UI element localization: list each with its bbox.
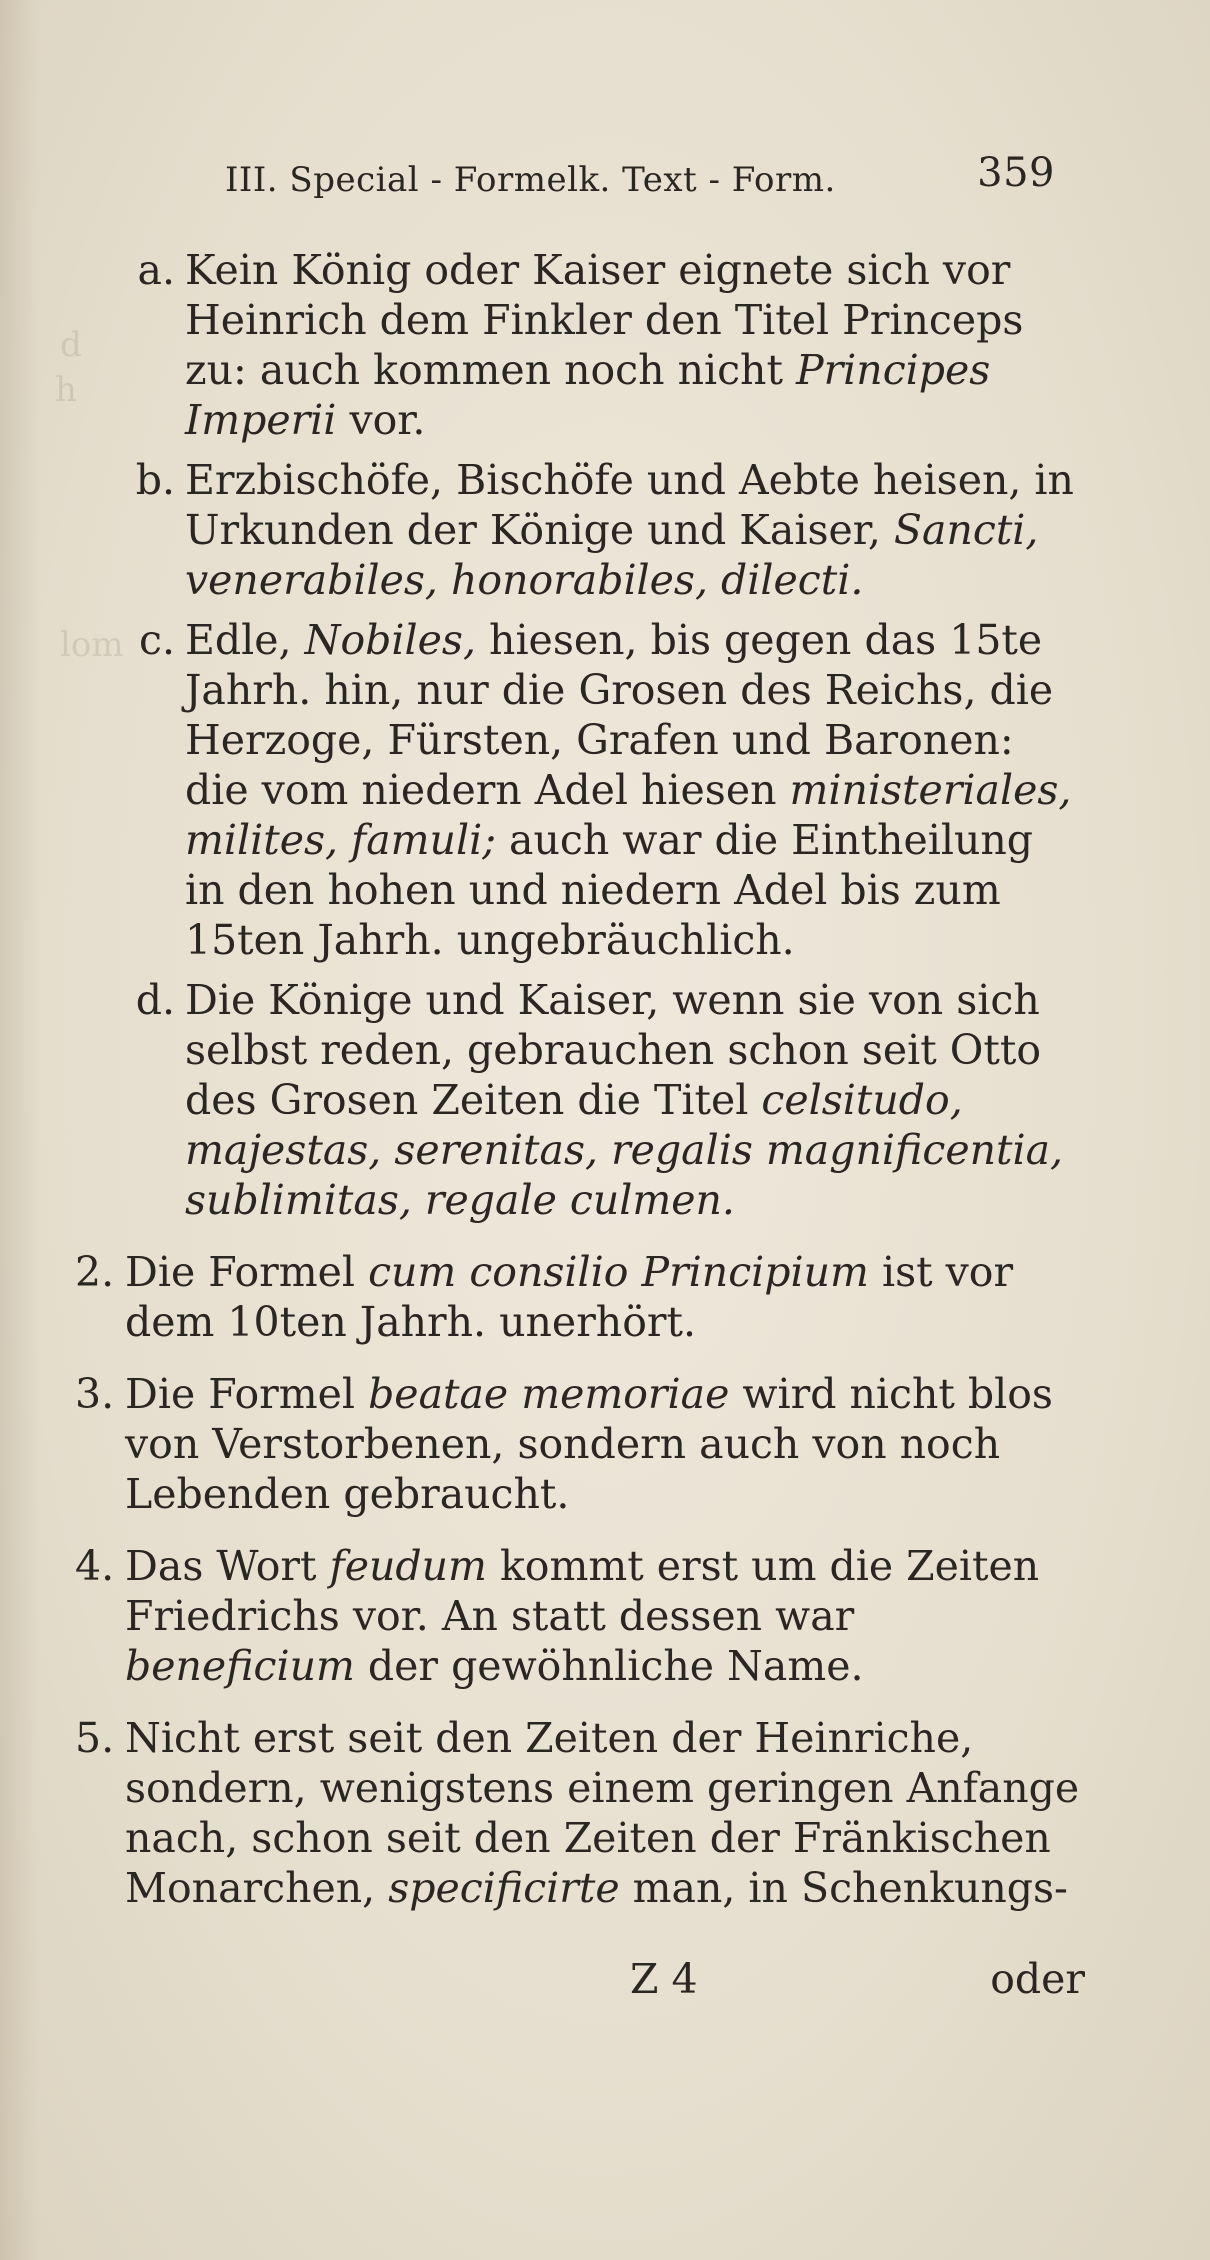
latin-term: ministeriales, milites, famuli; (185, 766, 1072, 864)
item-text: ist vor dem 10ten Jahrh. unerhört. (125, 1248, 1014, 1346)
item-label: b. (135, 456, 175, 504)
item-text: auch war die Eintheilung in den hohen und niedern Adel bis zum 15ten Jahrh. ungebräuchlich. (185, 816, 1033, 964)
item-label: 3. (75, 1370, 115, 1418)
latin-term: Sancti, venerabiles, honorabiles, dilecti. (185, 506, 1039, 604)
item-text: hiesen, bis gegen das 15te Jahrh. hin, nur die Grosen des Reichs, die Herzoge, Fürsten, Grafen und Baronen: die vom niedern Adel hiesen (185, 616, 1054, 814)
item-text: der gewöhnliche Name. (354, 1642, 864, 1690)
sub-item (95, 975, 1085, 1225)
page-number: 359 (977, 150, 1055, 196)
item-label: d. (135, 976, 175, 1024)
latin-term: Nobiles, (304, 616, 476, 664)
item-text: wird nicht blos von Verstorbenen, sondern auch von noch Lebenden gebraucht. (125, 1370, 1053, 1518)
item-text: Die Formel (125, 1370, 369, 1418)
latin-term: celsitudo, majestas, serenitas, regalis magnificentia, sublimitas, regale culmen. (185, 1076, 1064, 1224)
numbered-item (75, 1247, 1085, 1347)
latin-term: beatae memoriae (368, 1370, 730, 1418)
item-text: man, in Schenkungs- (619, 1864, 1068, 1912)
signature-mark: Z 4 (630, 1955, 698, 2003)
bleed-through-text: lom (60, 625, 124, 665)
latin-term: beneficium (125, 1642, 355, 1690)
latin-term: specificirte (388, 1864, 620, 1912)
numbered-item (75, 1713, 1085, 1913)
latin-term: Principes Imperii (185, 346, 991, 444)
item-label: c. (139, 616, 175, 664)
item-text: Das Wort (125, 1542, 330, 1590)
page-gutter-shadow (0, 0, 40, 2260)
item-text: vor. (336, 396, 426, 444)
sub-item (95, 615, 1085, 965)
item-text: Die Formel (125, 1248, 369, 1296)
page-footer (75, 1955, 1085, 2015)
bleed-through-text: d (60, 325, 82, 365)
item-label: a. (137, 246, 175, 294)
item-text: Erzbischöfe, Bischöfe und Aebte heisen, in Urkunden der Könige und Kaiser, (185, 456, 1074, 554)
item-label: 5. (75, 1714, 115, 1762)
header-title: III. Special - Formelk. Text - Form. (225, 160, 836, 200)
numbered-item (75, 1541, 1085, 1691)
item-text: Edle, (185, 616, 305, 664)
sub-item (95, 455, 1085, 605)
sub-item-list (75, 245, 1085, 1225)
item-label: 4. (75, 1542, 115, 1590)
latin-term: feudum (329, 1542, 487, 1590)
catchword: oder (990, 1955, 1085, 2003)
item-label: 2. (75, 1248, 115, 1296)
item-text: Nicht erst seit den Zeiten der Heinriche, sondern, wenigstens einem geringen Anfange nach, schon seit den Zeiten der Fränkischen Monarchen, (125, 1714, 1080, 1912)
running-header (225, 150, 1055, 210)
sub-item (95, 245, 1085, 445)
numbered-item (75, 1369, 1085, 1519)
item-text: Die Könige und Kaiser, wenn sie von sich selbst reden, gebrauchen schon seit Otto des Grosen Zeiten die Titel (185, 976, 1042, 1124)
latin-term: cum consilio Principium (368, 1248, 869, 1296)
item-text: Kein König oder Kaiser eignete sich vor Heinrich dem Finkler den Titel Princeps zu: auch kommen noch nicht (185, 246, 1024, 394)
body-text (75, 245, 1085, 1923)
item-text: kommt erst um die Zeiten Friedrichs vor. An statt dessen war (125, 1542, 1040, 1640)
numbered-item-list (75, 1247, 1085, 1913)
bleed-through-text: h (55, 370, 77, 410)
